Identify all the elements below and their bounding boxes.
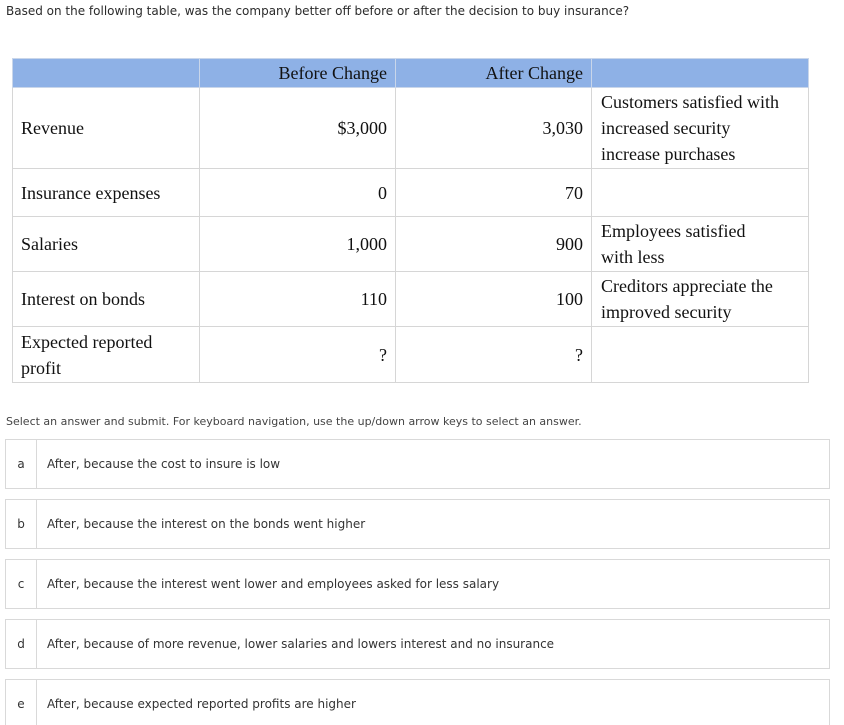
table-row [13, 217, 809, 272]
before-value: $3,000 [200, 88, 396, 169]
comparison-table [12, 58, 809, 383]
before-value: 110 [200, 272, 396, 327]
row-label: Interest on bonds [13, 272, 200, 327]
option-letter: a [6, 440, 37, 488]
row-label: Salaries [13, 217, 200, 272]
after-value: 70 [396, 169, 592, 217]
note-cell [592, 88, 809, 169]
row-label-line: profit [21, 357, 61, 378]
option-text: After, because the interest went lower and employees asked for less salary [47, 577, 500, 591]
before-value: 1,000 [200, 217, 396, 272]
before-value: 0 [200, 169, 396, 217]
row-label: Revenue [13, 88, 200, 169]
table-header-row [13, 59, 809, 88]
note-line: Creditors appreciate the [601, 276, 773, 296]
answer-option-a[interactable] [5, 439, 830, 489]
note-cell [592, 327, 809, 383]
note-line: increased security [601, 118, 731, 138]
row-label-line: Expected reported [21, 331, 153, 352]
header-before-change: Before Change [200, 59, 396, 88]
before-value: ? [200, 327, 396, 383]
row-label: Insurance expenses [13, 169, 200, 217]
note-line: Employees satisfied [601, 221, 746, 241]
note-cell [592, 217, 809, 272]
answer-option-d[interactable] [5, 619, 830, 669]
note-cell [592, 169, 809, 217]
option-letter: c [6, 560, 37, 608]
instructions-text: Select an answer and submit. For keyboard navigation, use the up/down arrow keys to select an answer. [6, 415, 582, 428]
note-line: with less [601, 247, 665, 267]
note-line: Customers satisfied with [601, 92, 779, 112]
option-text: After, because expected reported profits are higher [47, 697, 356, 711]
table-row [13, 272, 809, 327]
option-letter: e [6, 680, 37, 725]
note-cell [592, 272, 809, 327]
answer-option-c[interactable] [5, 559, 830, 609]
table-row [13, 169, 809, 217]
option-letter: b [6, 500, 37, 548]
option-text: After, because the interest on the bonds went higher [47, 517, 366, 531]
table-row [13, 88, 809, 169]
after-value: 900 [396, 217, 592, 272]
header-label [13, 59, 200, 88]
option-letter: d [6, 620, 37, 668]
option-text: After, because of more revenue, lower salaries and lowers interest and no insurance [47, 637, 555, 651]
after-value: 3,030 [396, 88, 592, 169]
table-row [13, 327, 809, 383]
option-text: After, because the cost to insure is low [47, 457, 281, 471]
after-value: ? [396, 327, 592, 383]
header-after-change: After Change [396, 59, 592, 88]
note-line: increase purchases [601, 144, 736, 164]
question-text: Based on the following table, was the company better off before or after the decision to buy insurance? [6, 4, 630, 18]
after-value: 100 [396, 272, 592, 327]
row-label [13, 327, 200, 383]
header-note [592, 59, 809, 88]
answer-option-b[interactable] [5, 499, 830, 549]
note-line: improved security [601, 302, 732, 322]
answer-option-e[interactable] [5, 679, 830, 725]
